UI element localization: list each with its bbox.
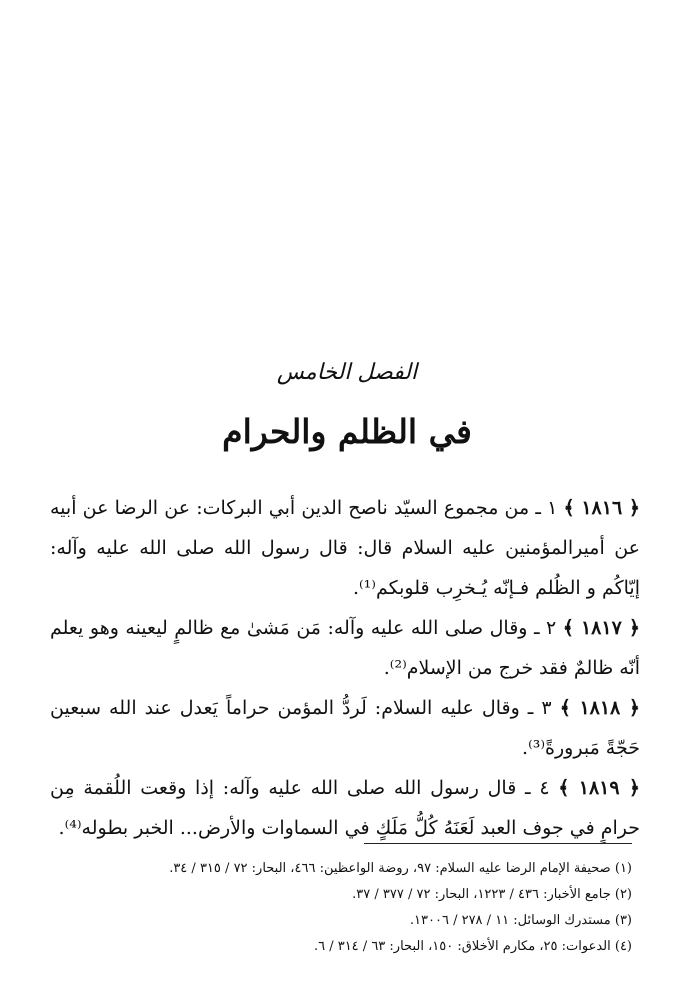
hadith-1817 (50, 608, 640, 688)
hadith-number: ﴿ ١٨١٩ ﴾ (558, 777, 641, 799)
hadith-number: ﴿ ١٨١٦ ﴾ (563, 497, 641, 519)
hadith-text: ١ ـ من مجموع السيّد ناصح الدين أبي البركات: عن الرضا عن أبيه عن أميرالمؤمنين عليه السلام قال: قال رسول الله صلى الله عليه وآله: إيّاكُم و الظُلم فـإنّه يُـخرِب قلوبكم⁽¹⁾. (50, 497, 640, 599)
hadith-text: ٤ ـ قال رسول الله صلى الله عليه وآله: إذا وقعت اللُقمة مِن حرامٍ في جوف العبد لَعَنَهُ كُلُّ مَلَكٍ في السماوات والأرض... الخبر بطوله⁽⁴⁾. (50, 777, 640, 839)
hadith-list (50, 488, 640, 848)
hadith-number: ﴿ ١٨١٨ ﴾ (559, 697, 641, 719)
footnote-4: (٤) الدعوات: ٢٥، مكارم الأخلاق: ١٥٠، البحار: ٦٣ / ٣١٤ / ٦. (313, 939, 632, 954)
hadith-text: ٢ ـ وقال صلى الله عليه وآله: مَن مَشىٰ مع ظالمٍ ليعينه وهو يعلم أنّه ظالمٌ فقد خرج من الإسلام⁽²⁾. (50, 617, 640, 679)
hadith-1816 (50, 488, 640, 608)
footnote-divider (364, 843, 632, 844)
footnote-3: (٣) مستدرك الوسائل: ١١ / ٢٧٨ / ١٣٠٠٦. (409, 913, 632, 928)
chapter-title: في الظلم والحرام (222, 412, 472, 451)
footnotes (132, 856, 632, 960)
hadith-1818 (50, 688, 640, 768)
chapter-label: الفصل الخامس (276, 360, 418, 385)
hadith-text: ٣ ـ وقال عليه السلام: لَردُّ المؤمن حراماً يَعدل عند الله سبعين حَجّةً مَبرورةً⁽³⁾. (50, 697, 640, 759)
footnote-1: (١) صحيفة الإمام الرضا عليه السلام: ٩٧، روضة الواعظين: ٤٦٦، البحار: ٧٢ / ٣١٥ / ٣٤. (169, 861, 632, 876)
hadith-number: ﴿ ١٨١٧ ﴾ (562, 617, 641, 639)
hadith-1819 (50, 768, 640, 848)
footnote-2: (٢) جامع الأخبار: ٤٣٦ / ١٢٢٣، البحار: ٧٢ / ٣٧٧ / ٣٧. (352, 887, 632, 902)
